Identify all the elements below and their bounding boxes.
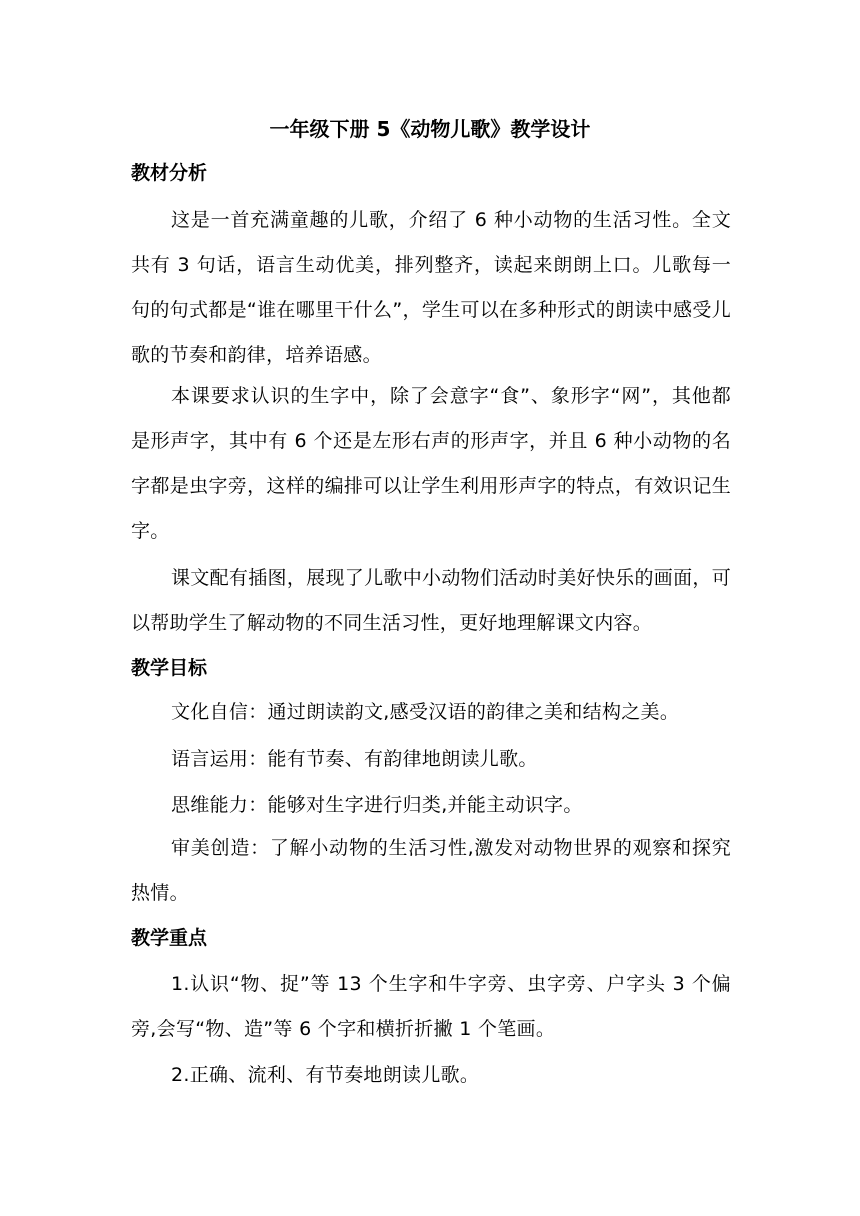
goals-paragraph-culture: 文化自信：通过朗读韵文,感受汉语的韵律之美和结构之美。 bbox=[171, 701, 680, 723]
goals-paragraph-thinking: 思维能力：能够对生字进行归类,并能主动识字。 bbox=[171, 794, 583, 816]
key-points-paragraph-2: 2.正确、流利、有节奏地朗读儿歌。 bbox=[171, 1064, 480, 1086]
goals-paragraph-aesthetic: 审美创造：了解小动物的生活习性,激发对动物世界的观察和探究热情。 bbox=[131, 837, 731, 904]
section-heading-key-points: 教学重点 bbox=[131, 927, 208, 949]
analysis-paragraph-1: 这是一首充满童趣的儿歌，介绍了 6 种小动物的生活习性。全文共有 3 句话，语言生动优美，排列整齐，读起来朗朗上口。儿歌每一句的句式都是“谁在哪里干什么”，学生可以在多种形式的朗读中感受儿歌的节奏和韵律，培养语感。 bbox=[131, 209, 731, 366]
analysis-paragraph-3: 课文配有插图，展现了儿歌中小动物们活动时美好快乐的画面，可以帮助学生了解动物的不同生活习性，更好地理解课文内容。 bbox=[131, 567, 731, 634]
key-points-paragraph-1: 1.认识“物、捉”等 13 个生字和牛字旁、虫字旁、户字头 3 个偏旁,会写“物、造”等 6 个字和横折折撇 1 个笔画。 bbox=[131, 973, 731, 1040]
goals-paragraph-language: 语言运用：能有节奏、有韵律地朗读儿歌。 bbox=[171, 748, 538, 770]
analysis-paragraph-2: 本课要求认识的生字中，除了会意字“食”、象形字“网”，其他都是形声字，其中有 6 个还是左形右声的形声字，并且 6 种小动物的名字都是虫字旁，这样的编排可以让学生利用形声字的特点，有效识记生字。 bbox=[131, 385, 731, 542]
section-heading-goals: 教学目标 bbox=[131, 657, 208, 679]
section-heading-analysis: 教材分析 bbox=[131, 162, 208, 184]
document-title: 一年级下册 5《动物儿歌》教学设计 bbox=[269, 117, 591, 141]
